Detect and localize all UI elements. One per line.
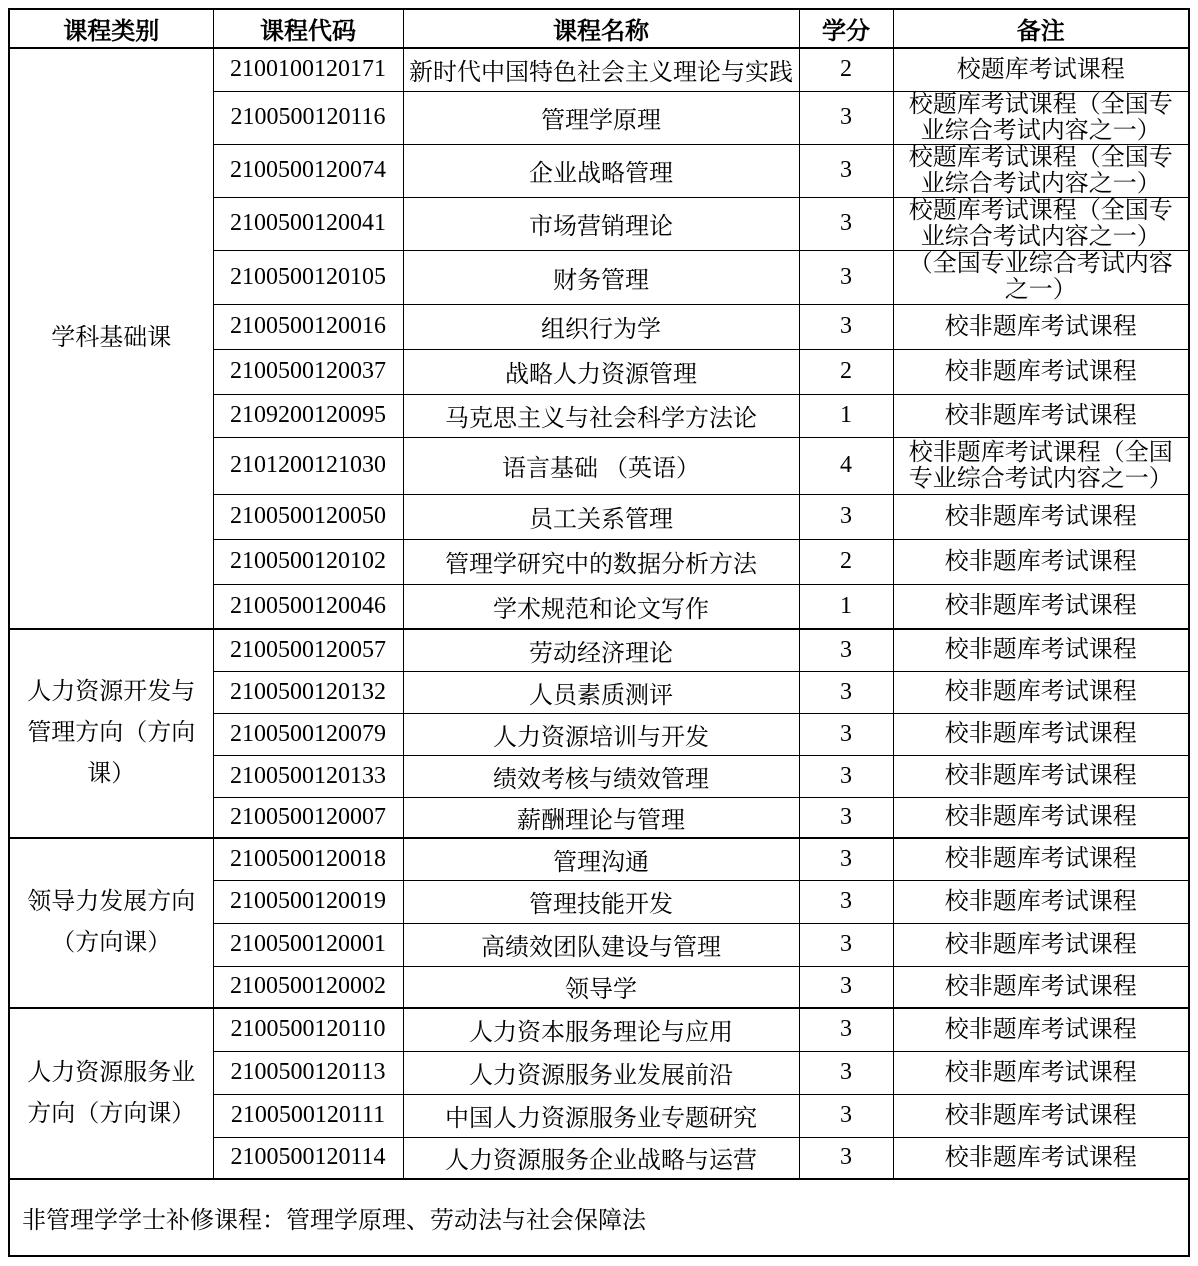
credits-cell: 3 <box>799 1094 893 1137</box>
course-name-cell: 人力资源服务业发展前沿 <box>403 1051 799 1094</box>
course-code-cell: 2100500120074 <box>213 144 403 197</box>
category-line: 学科基础课 <box>51 325 172 351</box>
course-code-cell: 2100500120002 <box>213 966 403 1008</box>
course-name-cell: 人员素质测评 <box>403 671 799 713</box>
category-line: 人力资源开发与 <box>27 679 196 705</box>
course-code-cell: 2100500120046 <box>213 584 403 629</box>
table-row <box>9 1008 1189 1051</box>
credits-cell: 4 <box>799 437 893 494</box>
note-cell: 校题库考试课程（全国专业综合考试内容之一） <box>893 144 1189 197</box>
credits-cell: 3 <box>799 880 893 923</box>
category-line: 课） <box>87 761 136 787</box>
credits-cell: 2 <box>799 48 893 91</box>
credits-cell: 3 <box>799 91 893 144</box>
credits-cell: 3 <box>799 923 893 966</box>
note-cell: 校非题库考试课程 <box>893 880 1189 923</box>
course-code-cell: 2100500120105 <box>213 250 403 304</box>
credits-cell: 1 <box>799 394 893 437</box>
credits-cell: 3 <box>799 713 893 755</box>
category-cell <box>9 1008 213 1179</box>
course-name-cell: 高绩效团队建设与管理 <box>403 923 799 966</box>
credits-cell: 3 <box>799 1137 893 1179</box>
note-cell: 校非题库考试课程 <box>893 797 1189 838</box>
note-cell: 校非题库考试课程 <box>893 755 1189 797</box>
course-code-cell: 2101200121030 <box>213 437 403 494</box>
header-notes: 备注 <box>893 9 1189 48</box>
course-code-cell: 2100500120007 <box>213 797 403 838</box>
course-code-cell: 2100500120001 <box>213 923 403 966</box>
course-name-cell: 组织行为学 <box>403 304 799 349</box>
course-name-cell: 新时代中国特色社会主义理论与实践 <box>403 48 799 91</box>
course-name-cell: 管理学原理 <box>403 91 799 144</box>
note-cell: 校题库考试课程 <box>893 48 1189 91</box>
category-line: 方向（方向课） <box>27 1100 196 1127</box>
note-cell: 校非题库考试课程 <box>893 304 1189 349</box>
course-name-cell: 管理技能开发 <box>403 880 799 923</box>
course-name-cell: 管理学研究中的数据分析方法 <box>403 539 799 584</box>
course-code-cell: 2100500120057 <box>213 629 403 671</box>
course-name-cell: 中国人力资源服务业专题研究 <box>403 1094 799 1137</box>
credits-cell: 3 <box>799 966 893 1008</box>
course-code-cell: 2100500120111 <box>213 1094 403 1137</box>
credits-cell: 3 <box>799 1008 893 1051</box>
category-line: 管理方向（方向 <box>27 720 196 746</box>
header-row <box>9 9 1189 48</box>
course-code-cell: 2100500120132 <box>213 671 403 713</box>
note-cell: 校非题库考试课程 <box>893 1137 1189 1179</box>
header-name: 课程名称 <box>403 9 799 48</box>
course-name-cell: 学术规范和论文写作 <box>403 584 799 629</box>
note-cell: 校非题库考试课程 <box>893 838 1189 880</box>
course-code-cell: 2100500120019 <box>213 880 403 923</box>
course-name-cell: 语言基础 （英语） <box>403 437 799 494</box>
credits-cell: 3 <box>799 250 893 304</box>
course-code-cell: 2100500120102 <box>213 539 403 584</box>
course-name-cell: 劳动经济理论 <box>403 629 799 671</box>
footer-row <box>9 1179 1189 1256</box>
course-name-cell: 领导学 <box>403 966 799 1008</box>
category-line: 人力资源服务业 <box>27 1059 196 1086</box>
note-cell: 校非题库考试课程 <box>893 713 1189 755</box>
course-code-cell: 2100500120079 <box>213 713 403 755</box>
course-name-cell: 马克思主义与社会科学方法论 <box>403 394 799 437</box>
credits-cell: 3 <box>799 197 893 250</box>
category-line: 领导力发展方向 <box>27 889 196 915</box>
credits-cell: 3 <box>799 1051 893 1094</box>
note-cell: 校非题库考试课程 <box>893 584 1189 629</box>
course-table <box>8 8 1190 1257</box>
credits-cell: 3 <box>799 755 893 797</box>
header-credits: 学分 <box>799 9 893 48</box>
course-code-cell: 2100500120050 <box>213 494 403 539</box>
table-row <box>9 629 1189 671</box>
credits-cell: 3 <box>799 838 893 880</box>
course-code-cell: 2100500120110 <box>213 1008 403 1051</box>
credits-cell: 3 <box>799 494 893 539</box>
course-code-cell: 2100100120171 <box>213 48 403 91</box>
category-line: （方向课） <box>51 930 172 956</box>
course-name-cell: 人力资本服务理论与应用 <box>403 1008 799 1051</box>
course-name-cell: 市场营销理论 <box>403 197 799 250</box>
course-code-cell: 2100500120018 <box>213 838 403 880</box>
category-cell <box>9 838 213 1008</box>
header-category: 课程类别 <box>9 9 213 48</box>
note-cell: （全国专业综合考试内容之一） <box>893 250 1189 304</box>
credits-cell: 3 <box>799 671 893 713</box>
course-code-cell: 2100500120133 <box>213 755 403 797</box>
note-cell: 校非题库考试课程 <box>893 539 1189 584</box>
course-code-cell: 2100500120037 <box>213 349 403 394</box>
course-code-cell: 2109200120095 <box>213 394 403 437</box>
course-code-cell: 2100500120113 <box>213 1051 403 1094</box>
note-cell: 校非题库考试课程 <box>893 671 1189 713</box>
course-name-cell: 管理沟通 <box>403 838 799 880</box>
note-cell: 校非题库考试课程 <box>893 1094 1189 1137</box>
course-name-cell: 薪酬理论与管理 <box>403 797 799 838</box>
note-cell: 校非题库考试课程 <box>893 966 1189 1008</box>
note-cell: 校非题库考试课程 <box>893 1051 1189 1094</box>
course-name-cell: 员工关系管理 <box>403 494 799 539</box>
course-name-cell: 企业战略管理 <box>403 144 799 197</box>
course-code-cell: 2100500120114 <box>213 1137 403 1179</box>
credits-cell: 3 <box>799 629 893 671</box>
credits-cell: 3 <box>799 144 893 197</box>
course-name-cell: 财务管理 <box>403 250 799 304</box>
note-cell: 校非题库考试课程 <box>893 923 1189 966</box>
credits-cell: 3 <box>799 304 893 349</box>
category-cell <box>9 48 213 629</box>
course-code-cell: 2100500120041 <box>213 197 403 250</box>
credits-cell: 1 <box>799 584 893 629</box>
note-cell: 校题库考试课程（全国专业综合考试内容之一） <box>893 197 1189 250</box>
credits-cell: 2 <box>799 539 893 584</box>
note-cell: 校非题库考试课程 <box>893 394 1189 437</box>
header-code: 课程代码 <box>213 9 403 48</box>
credits-cell: 2 <box>799 349 893 394</box>
course-name-cell: 人力资源服务企业战略与运营 <box>403 1137 799 1179</box>
credits-cell: 3 <box>799 797 893 838</box>
table-row <box>9 838 1189 880</box>
course-code-cell: 2100500120016 <box>213 304 403 349</box>
course-name-cell: 战略人力资源管理 <box>403 349 799 394</box>
note-cell: 校非题库考试课程 <box>893 629 1189 671</box>
footer-note: 非管理学学士补修课程：管理学原理、劳动法与社会保障法 <box>9 1179 1189 1256</box>
note-cell: 校非题库考试课程（全国专业综合考试内容之一） <box>893 437 1189 494</box>
category-cell <box>9 629 213 838</box>
note-cell: 校非题库考试课程 <box>893 1008 1189 1051</box>
table-row <box>9 48 1189 91</box>
course-code-cell: 2100500120116 <box>213 91 403 144</box>
course-name-cell: 绩效考核与绩效管理 <box>403 755 799 797</box>
note-cell: 校非题库考试课程 <box>893 494 1189 539</box>
course-name-cell: 人力资源培训与开发 <box>403 713 799 755</box>
note-cell: 校题库考试课程（全国专业综合考试内容之一） <box>893 91 1189 144</box>
note-cell: 校非题库考试课程 <box>893 349 1189 394</box>
